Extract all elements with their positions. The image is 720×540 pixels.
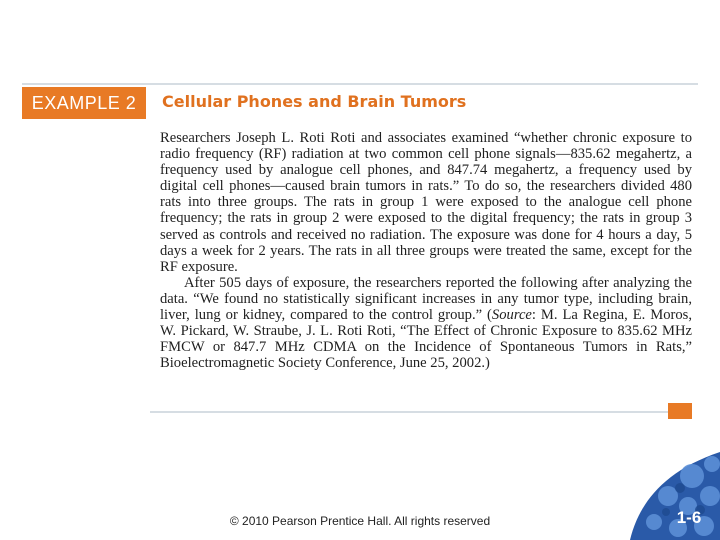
- source-label: Source: [491, 307, 532, 324]
- example-tag: EXAMPLE 2: [22, 87, 146, 119]
- page-number: 1-6: [676, 508, 702, 527]
- example-body: [160, 130, 692, 371]
- paragraph-2: [160, 275, 692, 372]
- orange-end-marker: [668, 403, 692, 419]
- paragraph-2-text: After 505 days of exposure, the researchers reported the following after analyzing the data. “We found no statistically significant increases in any tumor type, including brain, liver, lung or kidney, compared to the control group.” (: [160, 274, 692, 324]
- copyright-footer: © 2010 Pearson Prentice Hall. All rights reserved: [229, 514, 491, 528]
- bottom-rule: [150, 411, 668, 413]
- source-citation: : M. La Regina, E. Moros, W. Pickard, W. Straube, J. L. Roti Roti, “The Effect of Chronic Exposure to 835.62 MHz FMCW or 847.7 MHz CDMA on the Incidence of Spontaneous Tumors in Rats,” Bioelectromagnetic Society Conference, June 25, 2002.): [160, 307, 693, 372]
- paragraph-1: Researchers Joseph L. Roti Roti and associates examined “whether chronic exposure to radio frequency (RF) radiation at two common cell phone signals—835.62 megahertz, a frequency used by analogue cell phones, and 847.74 megahertz, a frequency used by digital cell phones—caused brain tumors in rats.” To do so, the researchers divided 480 rats into three groups. The rats in group 1 were exposed to the analogue cell phone frequency; the rats in group 2 were exposed to the digital frequency; the rats in group 3 served as controls and received no radiation. The exposure was done for 4 hours a day, 5 days a week for 2 years. The rats in all three groups were treated the same, except for the RF exposure.: [160, 130, 692, 275]
- top-rule: [22, 83, 698, 85]
- example-title: Cellular Phones and Brain Tumors: [162, 92, 467, 111]
